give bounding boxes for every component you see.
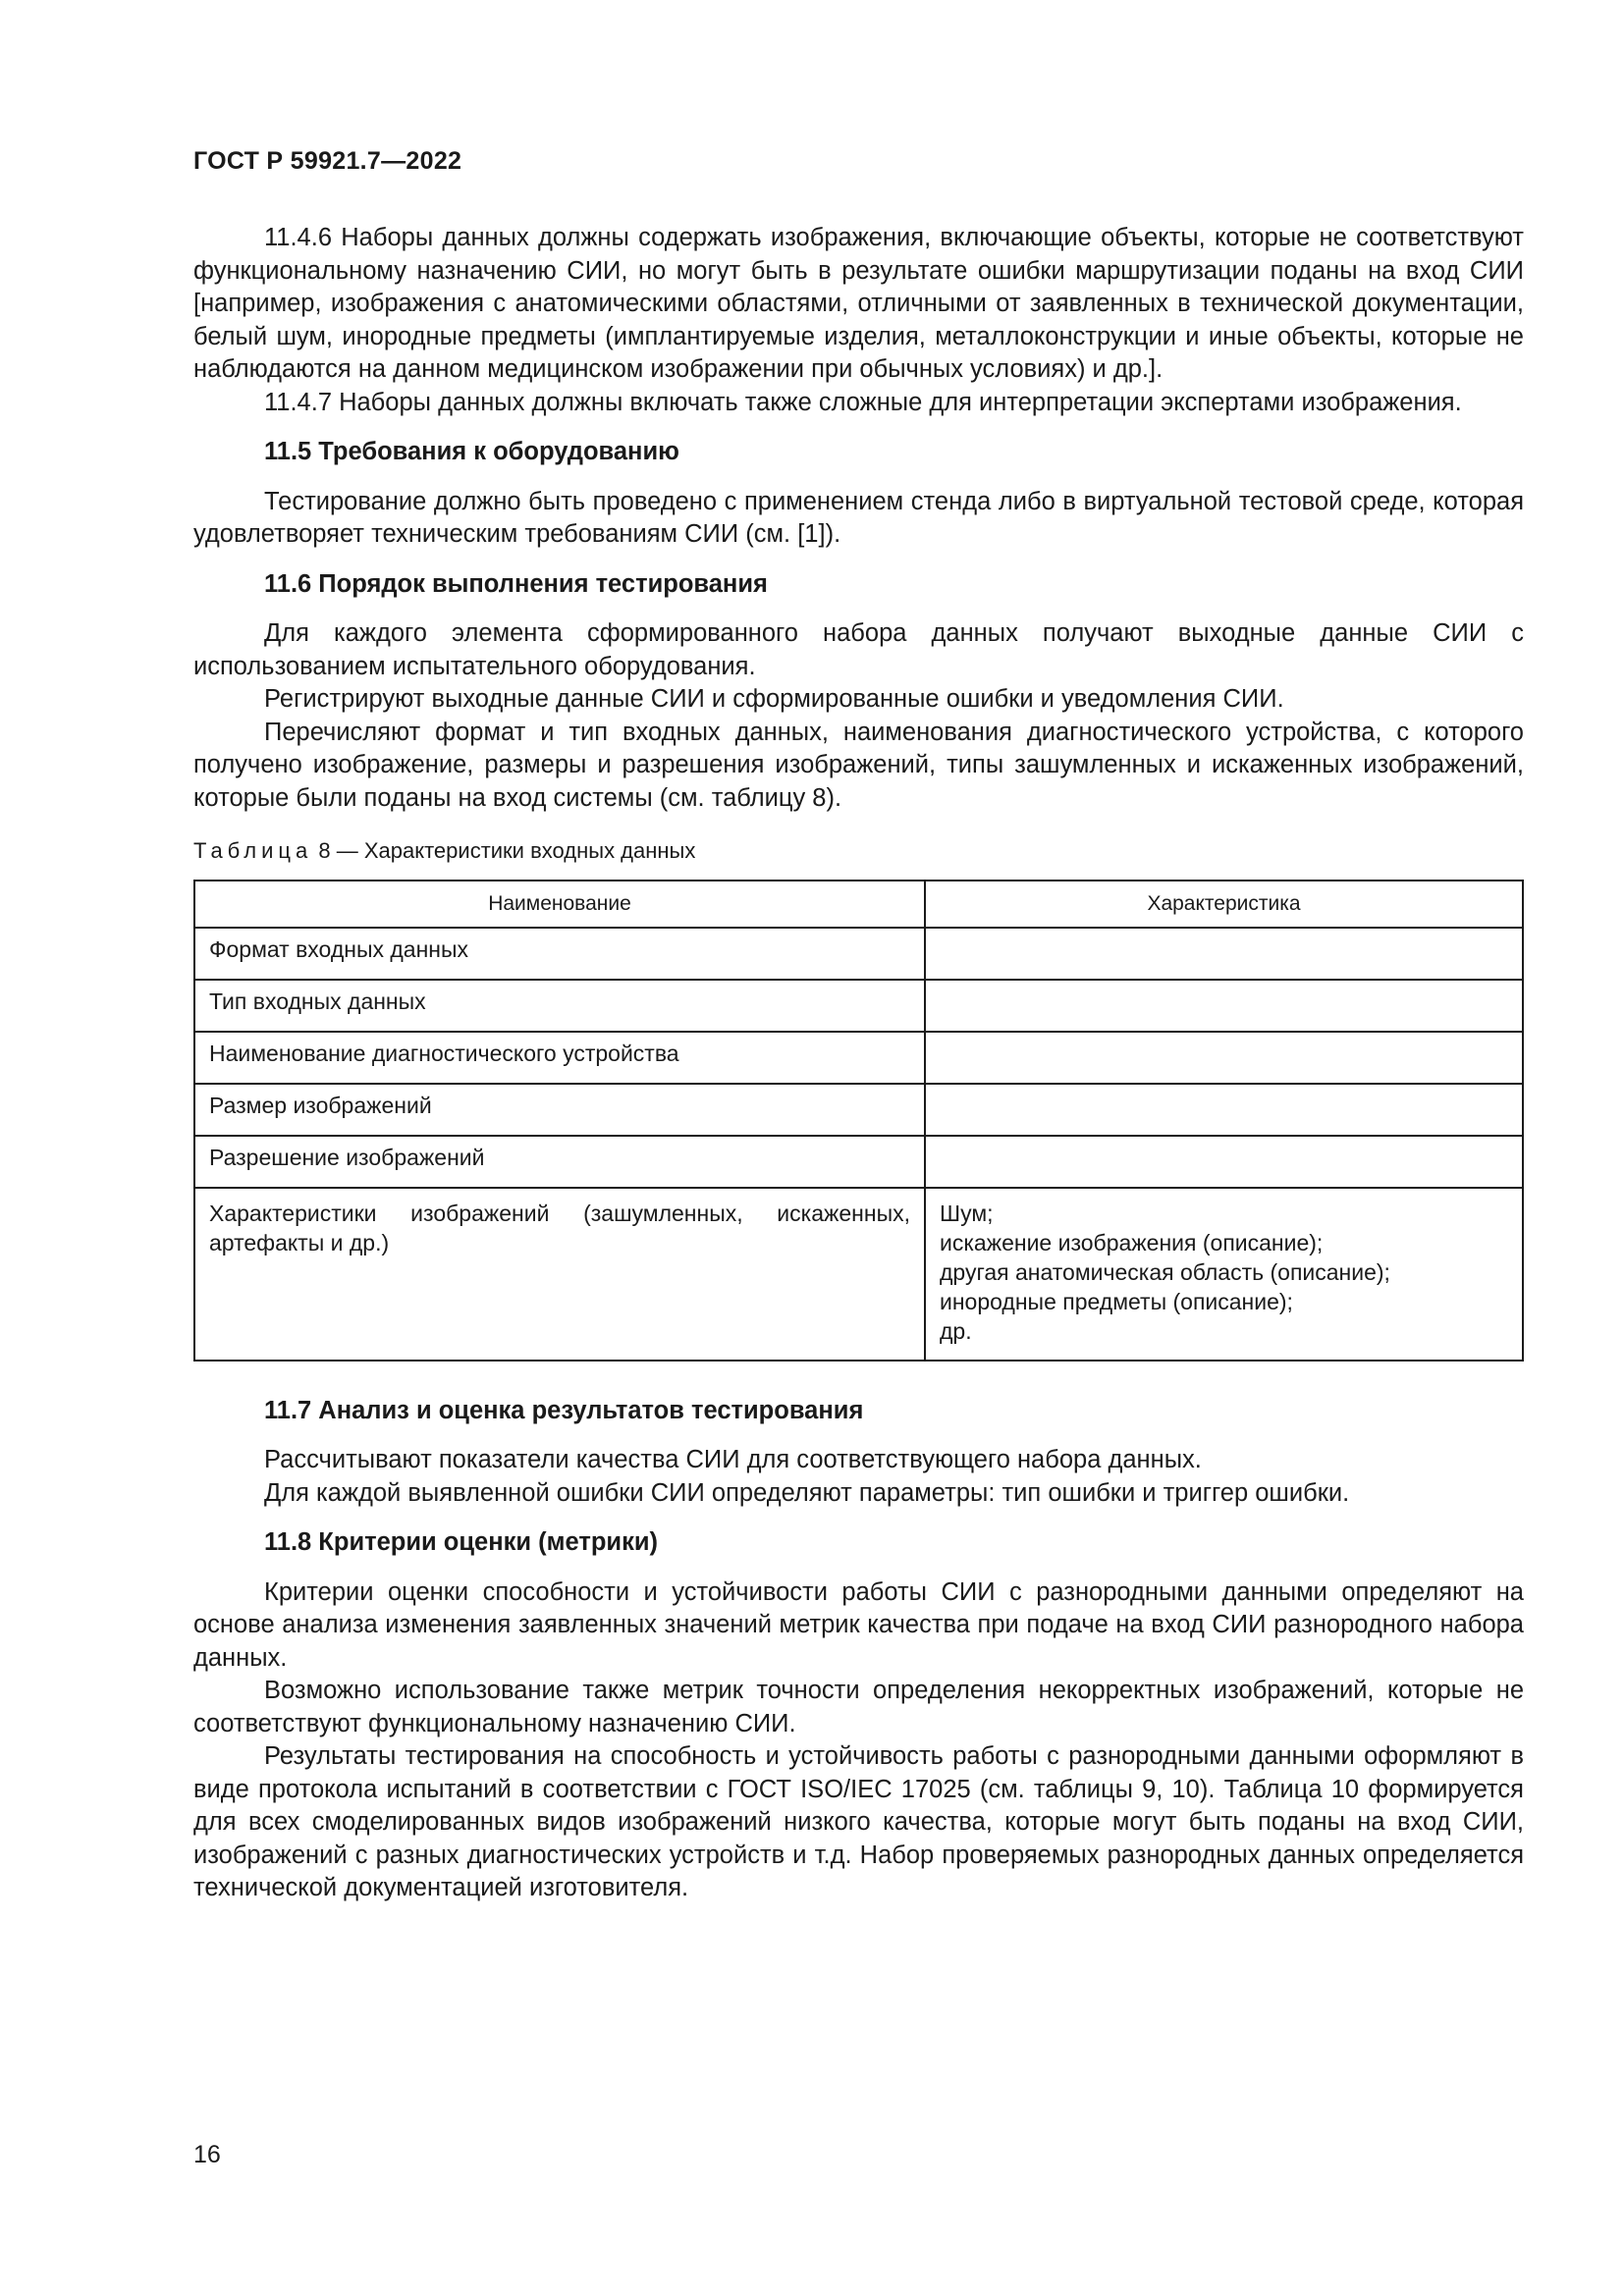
- row-name-cell: Тип входных данных: [194, 980, 925, 1032]
- section-11-8: [193, 1526, 1524, 1905]
- characteristic-item: др.: [940, 1317, 972, 1344]
- row-value-cell: [925, 980, 1523, 1032]
- paragraph: Перечисляют формат и тип входных данных, наименования диагностического устройства, с которого получено изображение, размеры и разрешения изображений, типы зашумленных и искаженных изображений, которые были поданы на вход системы (см. таблицу 8).: [193, 718, 1524, 812]
- table-row: [194, 1032, 1523, 1084]
- characteristic-item: Шум;: [940, 1200, 994, 1226]
- document-code-header: ГОСТ Р 59921.7—2022: [193, 147, 462, 175]
- paragraph: Рассчитывают показатели качества СИИ для соответствующего набора данных.: [264, 1446, 1202, 1473]
- paragraph-11-4-7: 11.4.7 Наборы данных должны включать также сложные для интерпретации экспертами изображения.: [264, 388, 1462, 416]
- input-data-table: [193, 880, 1524, 1362]
- row-value-cell: [925, 928, 1523, 980]
- section-11-7: [193, 1395, 1524, 1511]
- table-row: [194, 980, 1523, 1032]
- table-caption: [193, 834, 1524, 868]
- row-name-cell: Характеристики изображений (зашумленных, искаженных, артефакты и др.): [194, 1188, 925, 1361]
- characteristic-item: другая анатомическая область (описание);: [940, 1258, 1390, 1285]
- paragraph: Для каждой выявленной ошибки СИИ определяют параметры: тип ошибки и триггер ошибки.: [264, 1478, 1350, 1507]
- paragraph-11-4-6: 11.4.6 Наборы данных должны содержать изображения, включающие объекты, которые не соответствуют функциональному назначению СИИ, но могут быть в результате ошибки маршрутизации поданы на вход СИИ [например, изображения с анатомическими областями, отличными от заявленных в технической документации, белый шум, инородные предметы (имплантируемые изделия, металлоконструкции и иные объекты, которые не наблюдаются на данном медицинском изображении при обычных условиях) и др.].: [193, 224, 1524, 383]
- characteristic-item: инородные предметы (описание);: [940, 1288, 1293, 1314]
- row-value-list: [925, 1188, 1523, 1361]
- table-caption-title: 8 — Характеристики входных данных: [318, 838, 696, 863]
- characteristic-item: искажение изображения (описание);: [940, 1229, 1324, 1255]
- table-row-image-characteristics: [194, 1188, 1523, 1361]
- paragraph: Регистрируют выходные данные СИИ и сформированные ошибки и уведомления СИИ.: [264, 685, 1284, 713]
- section-title-11-5: 11.5 Требования к оборудованию: [264, 438, 679, 465]
- column-header-characteristic: Характеристика: [925, 881, 1523, 928]
- table-caption-label: Таблица: [193, 838, 313, 863]
- paragraph: Тестирование должно быть проведено с применением стенда либо в виртуальной тестовой среде, которая удовлетворяет техническим требованиям СИИ (см. [1]).: [193, 487, 1524, 548]
- section-11-5: [193, 436, 1524, 552]
- table-header-row: [194, 881, 1523, 928]
- row-value-cell: [925, 1032, 1523, 1084]
- section-title-11-7: 11.7 Анализ и оценка результатов тестирования: [264, 1396, 864, 1424]
- table-row: [194, 1084, 1523, 1136]
- page-number: 16: [193, 2141, 221, 2168]
- row-value-cell: [925, 1084, 1523, 1136]
- paragraph: Критерии оценки способности и устойчивости работы СИИ с разнородными данными определяют на основе анализа изменения заявленных значений метрик качества при подаче на вход СИИ разнородного набора данных.: [193, 1577, 1524, 1672]
- row-name-cell: Разрешение изображений: [194, 1136, 925, 1188]
- paragraph: Результаты тестирования на способность и устойчивость работы с разнородными данными оформляют в виде протокола испытаний в соответствии с ГОСТ ISO/IEC 17025 (см. таблицы 9, 10). Таблица 10 формируется для всех смоделированных видов изображений низкого качества, которые могут быть поданы на вход СИИ, изображений с разных диагностических устройств и т.д. Набор проверяемых разнородных данных определяется технической документацией изготовителя.: [193, 1742, 1524, 1901]
- row-name-cell: Формат входных данных: [194, 928, 925, 980]
- section-11-6: [193, 568, 1524, 816]
- section-title-11-8: 11.8 Критерии оценки (метрики): [264, 1528, 659, 1556]
- page-content: [193, 222, 1524, 1905]
- table-row: [194, 928, 1523, 980]
- table-row: [194, 1136, 1523, 1188]
- row-name-cell: Размер изображений: [194, 1084, 925, 1136]
- paragraph: Возможно использование также метрик точности определения некорректных изображений, которые не соответствуют функциональному назначению СИИ.: [193, 1677, 1524, 1737]
- row-name-cell: Наименование диагностического устройства: [194, 1032, 925, 1084]
- column-header-name: Наименование: [194, 881, 925, 928]
- section-title-11-6: 11.6 Порядок выполнения тестирования: [264, 569, 768, 598]
- row-value-cell: [925, 1136, 1523, 1188]
- paragraph: Для каждого элемента сформированного набора данных получают выходные данные СИИ с использованием испытательного оборудования.: [193, 619, 1524, 680]
